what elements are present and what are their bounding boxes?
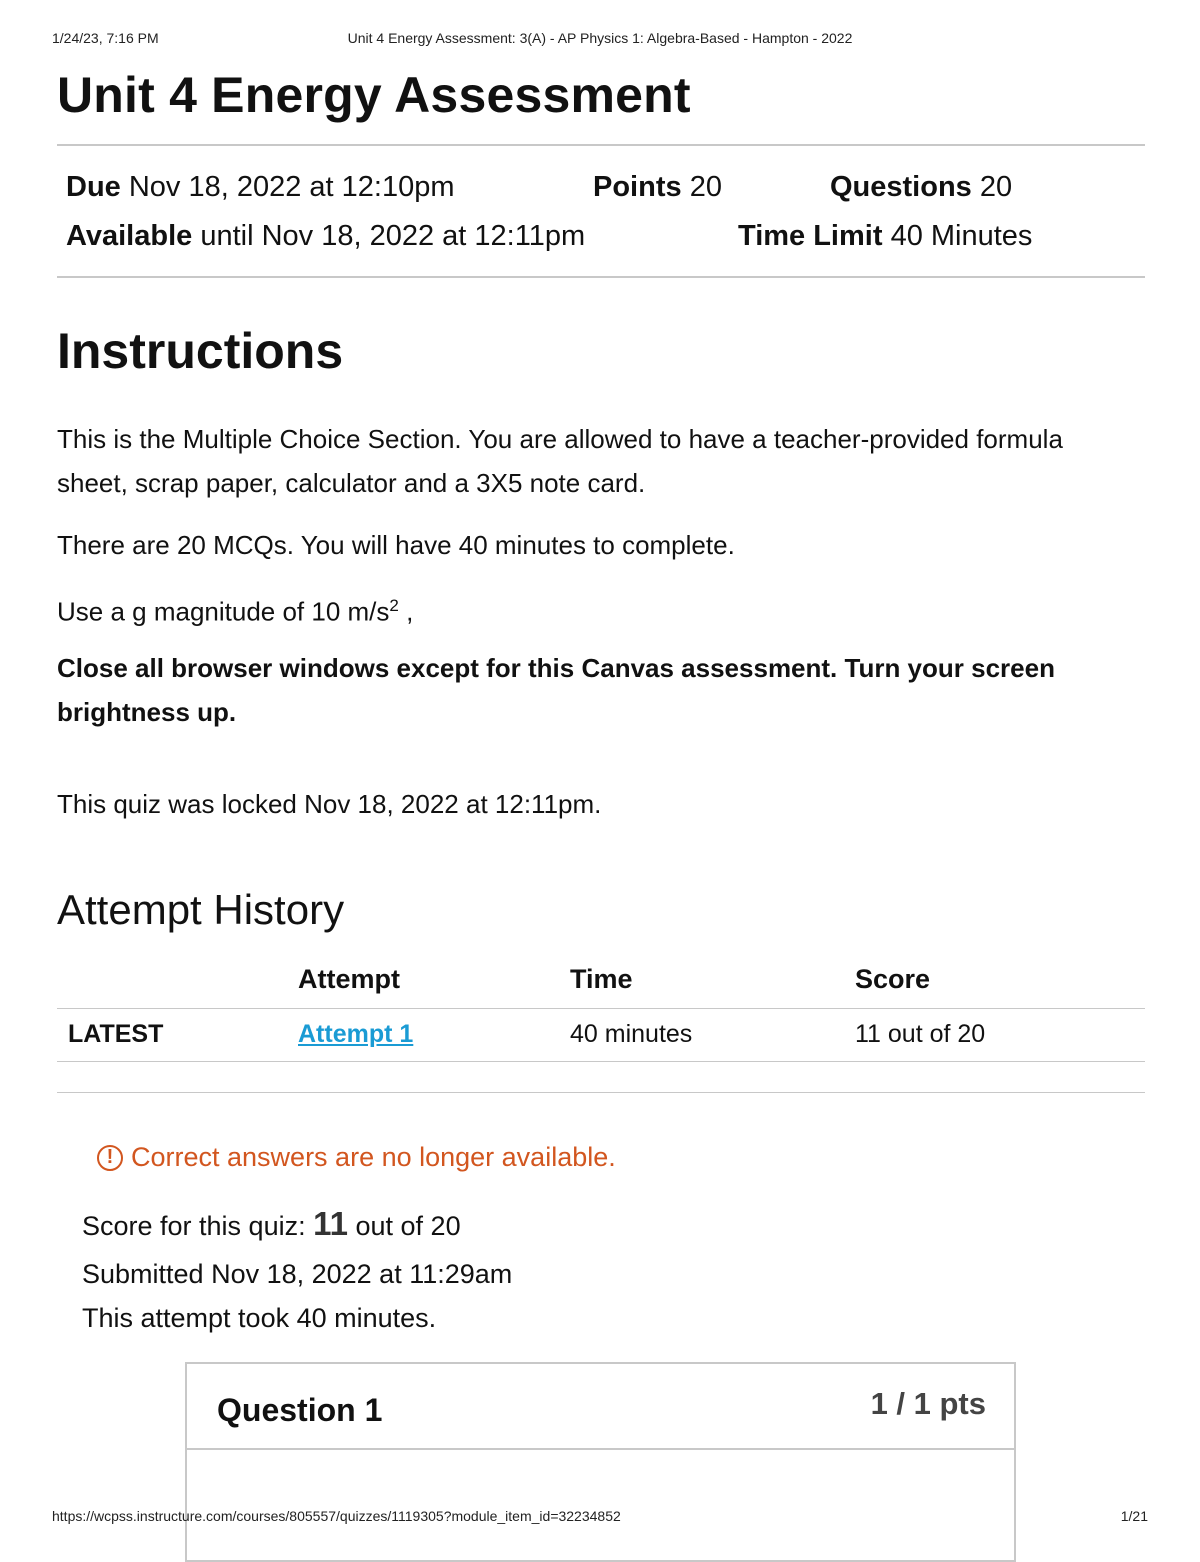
time-limit-value: 40 Minutes [890, 220, 1033, 252]
row-score: 11 out of 20 [855, 1020, 986, 1048]
quiz-score [82, 1205, 461, 1243]
time-limit-info [738, 220, 1032, 253]
question-header [187, 1364, 1014, 1450]
due-value: Nov 18, 2022 at 12:10pm [128, 171, 455, 203]
page-number: 1/21 [1120, 1508, 1148, 1524]
available-value: until Nov 18, 2022 at 12:11pm [200, 220, 586, 252]
table-header-divider [57, 1008, 1145, 1009]
question-points: 1 / 1 pts [870, 1386, 986, 1421]
attempt-history-heading: Attempt History [57, 886, 345, 933]
submitted-time: Submitted Nov 18, 2022 at 11:29am [82, 1259, 513, 1289]
available-info [66, 220, 585, 253]
instructions-paragraph-2: There are 20 MCQs. You will have 40 minutes to complete. [57, 530, 735, 560]
column-header-score: Score [855, 964, 931, 994]
exponent: 2 [389, 596, 399, 615]
locked-notice: This quiz was locked Nov 18, 2022 at 12:11pm. [57, 789, 602, 819]
due-label: Due [66, 171, 121, 203]
instructions-paragraph-1: This is the Multiple Choice Section. You are allowed to have a teacher-provided formula sheet, scrap paper, calculator and a 3X5 note card. [57, 424, 1063, 498]
points-value: 20 [689, 171, 722, 203]
divider [57, 144, 1145, 146]
available-label: Available [66, 220, 193, 252]
g-magnitude-text: Use a g magnitude of 10 m/s [57, 596, 390, 627]
column-header-time: Time [570, 964, 633, 994]
instructions-paragraph-3 [57, 584, 1137, 634]
time-limit-label: Time Limit [738, 220, 883, 252]
question-card [185, 1362, 1016, 1562]
score-suffix: out of 20 [348, 1211, 461, 1241]
answers-unavailable-alert [97, 1142, 616, 1173]
page-url: https://wcpss.instructure.com/courses/805557/quizzes/1119305?module_item_id=32234852 [52, 1508, 621, 1524]
divider [57, 276, 1145, 278]
print-date: 1/24/23, 7:16 PM [52, 30, 159, 46]
print-footer [52, 1508, 1148, 1524]
points-label: Points [593, 171, 682, 203]
print-doc-title: Unit 4 Energy Assessment: 3(A) - AP Physics 1: Algebra-Based - Hampton - 2022 [347, 30, 853, 46]
score-prefix: Score for this quiz: [82, 1211, 314, 1241]
instructions-heading: Instructions [57, 323, 344, 379]
due-info [66, 171, 455, 204]
g-magnitude-suffix: , [398, 596, 414, 627]
print-header [52, 30, 1148, 46]
row-time: 40 minutes [570, 1020, 693, 1048]
questions-value: 20 [979, 171, 1013, 203]
score-value: 11 [313, 1205, 348, 1242]
attempt-duration: This attempt took 40 minutes. [82, 1303, 437, 1333]
questions-info [830, 171, 1012, 204]
question-title: Question 1 [217, 1392, 383, 1428]
instructions-warning: Close all browser windows except for this Canvas assessment. Turn your screen brightness up. [57, 653, 1055, 727]
row-status: LATEST [68, 1020, 164, 1048]
page-title: Unit 4 Energy Assessment [57, 67, 691, 123]
questions-label: Questions [830, 171, 972, 203]
column-header-attempt: Attempt [298, 964, 400, 994]
warning-icon: ! [97, 1145, 123, 1171]
table-row-divider [57, 1061, 1145, 1062]
alert-text: Correct answers are no longer available. [131, 1142, 616, 1172]
points-info [593, 171, 722, 204]
divider [57, 1092, 1145, 1093]
attempt-link[interactable]: Attempt 1 [298, 1020, 414, 1048]
